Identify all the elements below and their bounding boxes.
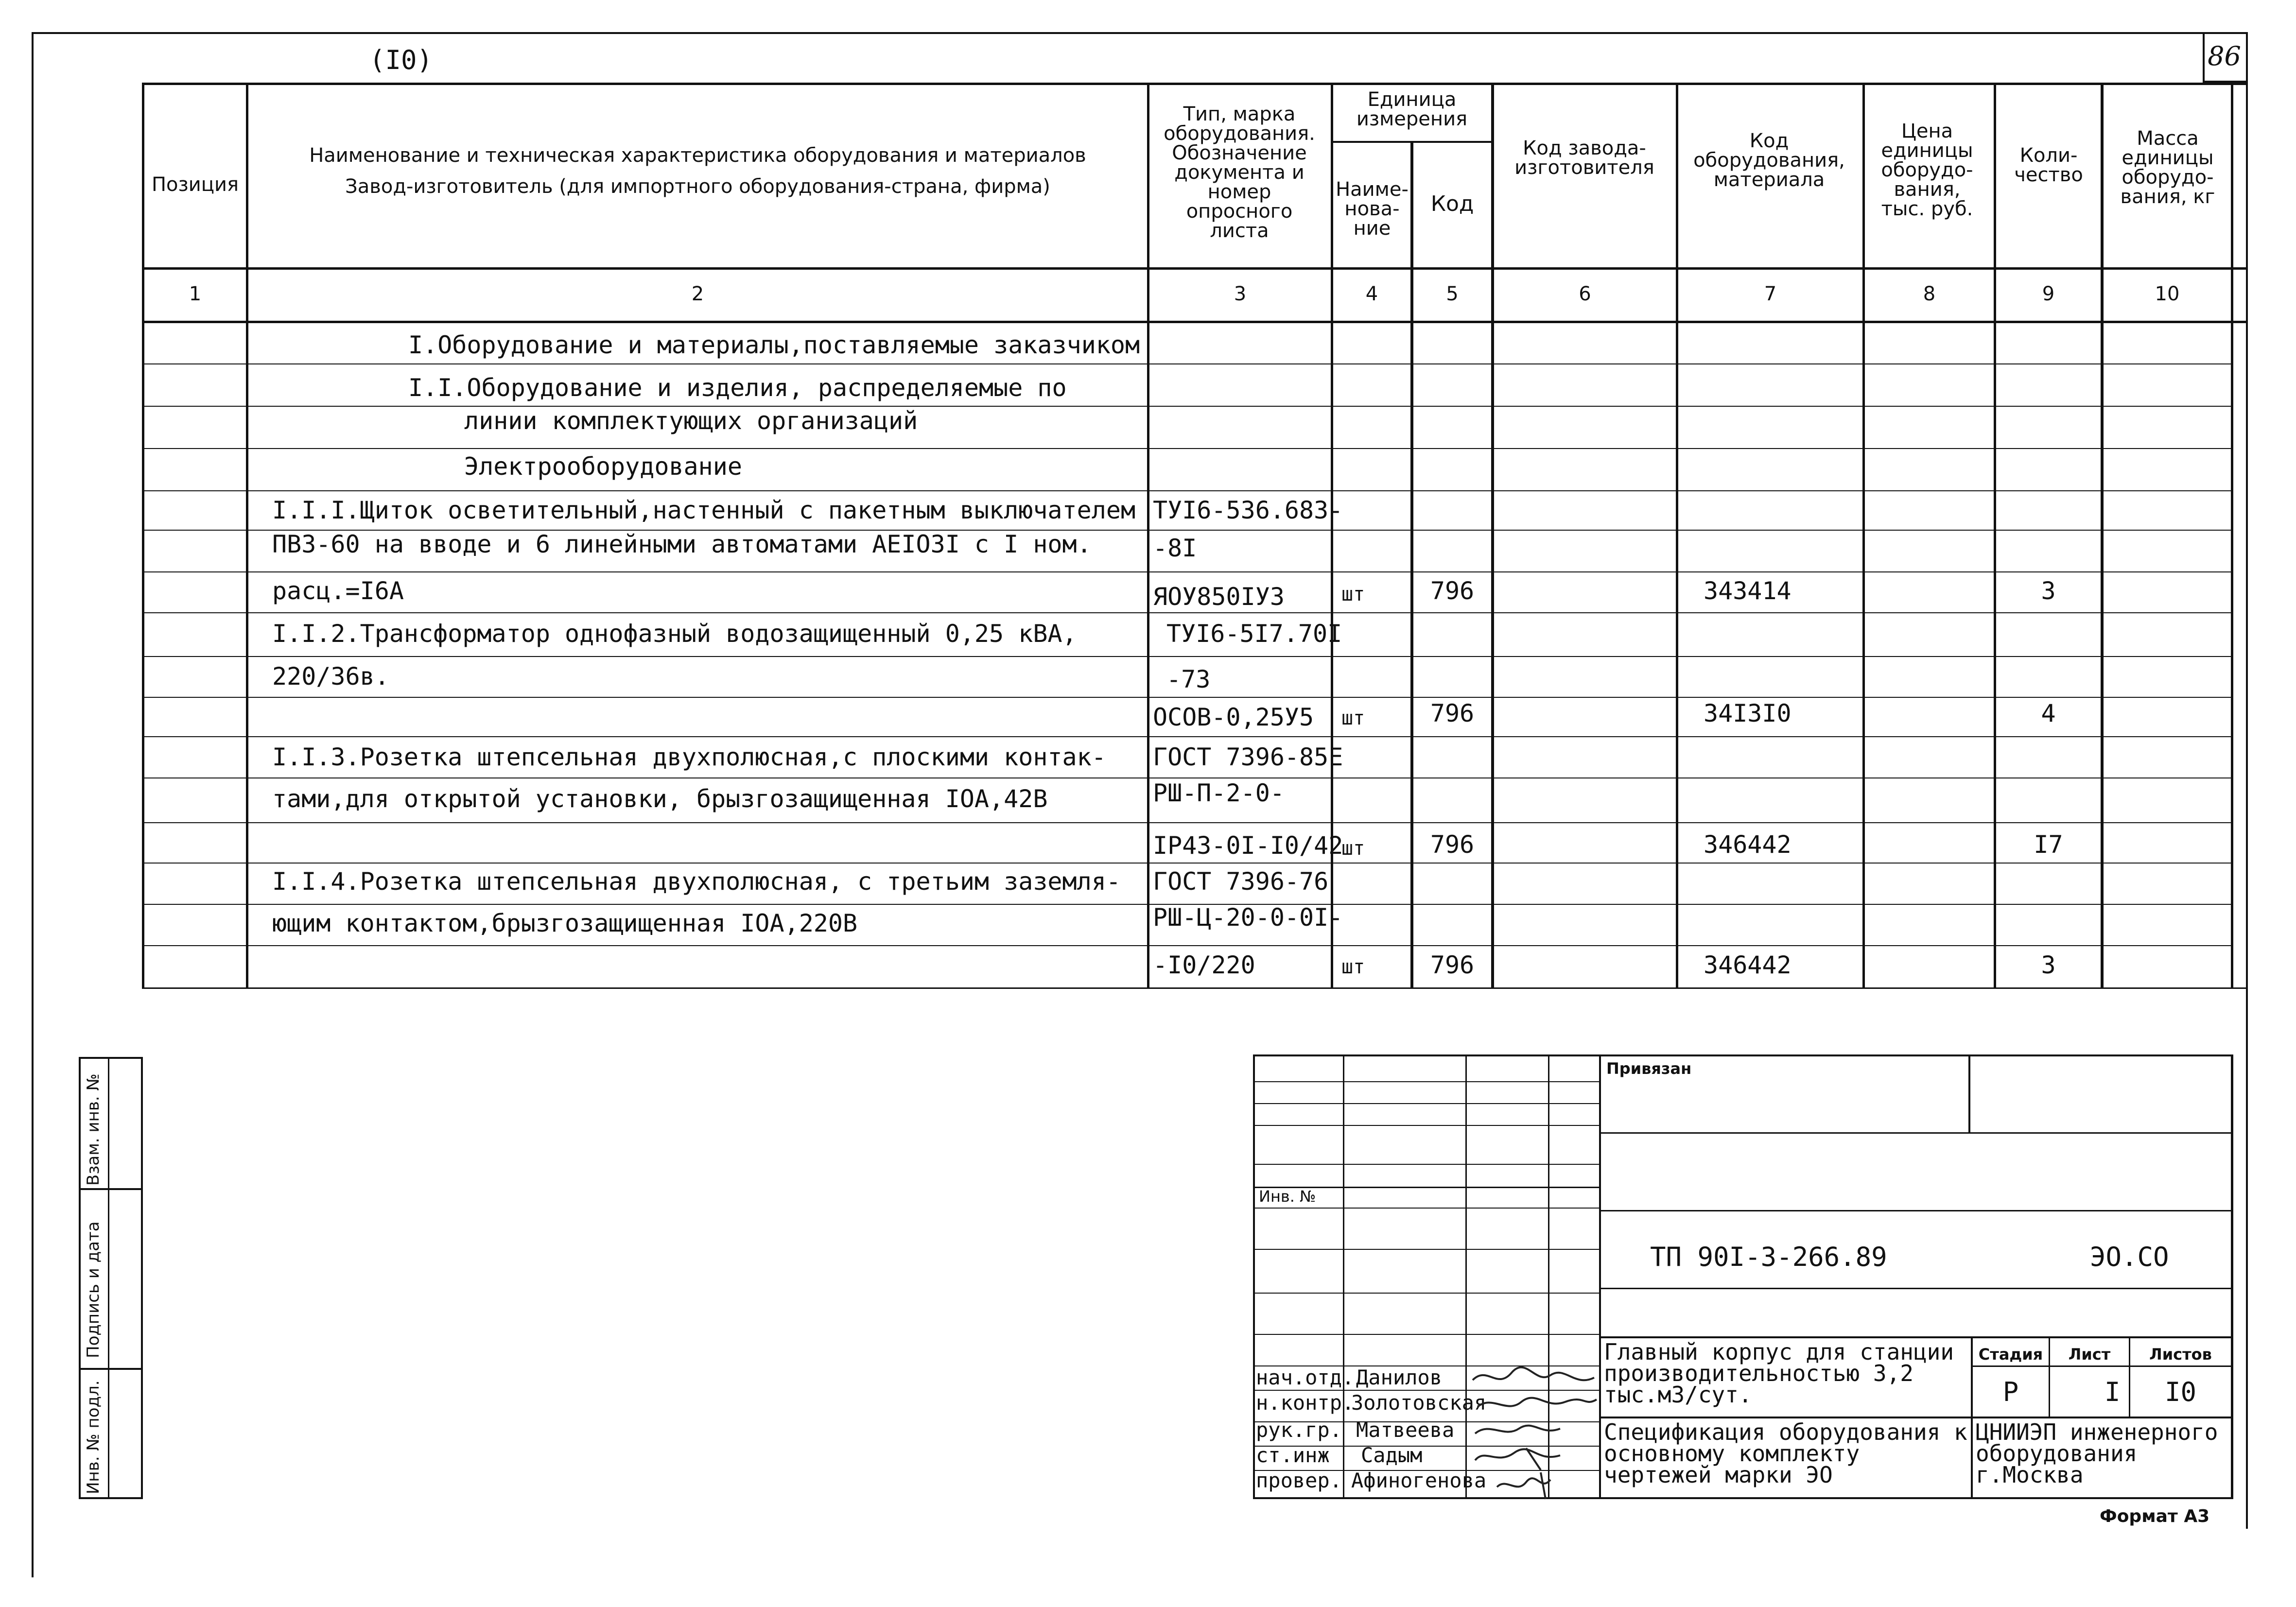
signer-role: нач.отд. — [1256, 1365, 1355, 1389]
stamp-sig-row — [1253, 1125, 1599, 1126]
stamp-stage-label: Стадия — [1978, 1345, 2043, 1364]
row-line — [142, 736, 2232, 737]
row-code: 796 — [1430, 951, 1475, 979]
side-label-inv-podl: Инв. № подл. — [84, 1380, 103, 1494]
row-qty: 3 — [2041, 577, 2056, 605]
colnum-8: 8 — [1923, 283, 1936, 305]
header-factory-code: Код завода-изготовителя — [1514, 137, 1654, 179]
row-name: ющим контактом,брызгозащищенная IОА,220В — [272, 909, 858, 937]
row-name: I.I.Оборудование и изделия, распределяемые по — [408, 374, 1067, 402]
stamp-sig-row — [1253, 1081, 1599, 1082]
row-type: ОСОВ-0,25У5 — [1153, 703, 1314, 731]
header-unit-name: Наиме-нова-ние — [1336, 178, 1409, 240]
stamp-privyazan-divider — [1968, 1054, 1970, 1132]
stamp-object-title: Главный корпус для станции производительностью 3,2 тыс.м3/сут. — [1604, 1339, 1954, 1408]
row-equip-code: 343414 — [1704, 577, 1792, 605]
table-header-bottom-line — [142, 267, 2246, 270]
stamp-sig-row — [1253, 1208, 1599, 1209]
frame-right — [2246, 32, 2248, 1529]
colnum-3: 3 — [1234, 283, 1247, 305]
col-line-6 — [1676, 83, 1678, 989]
stamp-sheets-label: Листов — [2149, 1345, 2212, 1364]
row-equip-code: 34I3I0 — [1704, 699, 1792, 727]
frame-left — [32, 32, 34, 1577]
row-line — [142, 697, 2232, 698]
stamp-row — [1599, 1417, 2233, 1418]
stamp-sheet-label: Лист — [2068, 1345, 2111, 1364]
row-type: -73 — [1166, 665, 1211, 693]
row-unit: шт — [1341, 583, 1365, 605]
signatures-image — [1468, 1361, 1604, 1502]
row-name: 220/36в. — [272, 662, 389, 691]
row-qty: 3 — [2041, 951, 2056, 979]
stamp-sig-row — [1253, 1103, 1599, 1104]
col-line-4 — [1410, 141, 1413, 989]
row-name: ПВЗ-60 на вводе и 6 линейными автоматами АЕIО3I с I ном. — [272, 530, 1092, 558]
signer-name: Матвеева — [1356, 1418, 1455, 1442]
row-line — [142, 363, 2232, 364]
row-unit: шт — [1341, 956, 1365, 978]
row-equip-code: 346442 — [1704, 830, 1792, 859]
col-line-2 — [1147, 83, 1149, 989]
colnum-6: 6 — [1579, 283, 1591, 305]
stamp-doc-code: ТП 90I-3-266.89 — [1650, 1242, 1887, 1272]
signer-role: провер. — [1256, 1469, 1342, 1492]
stamp-row — [1599, 1132, 2233, 1134]
row-type: ТУI6-536.683- — [1153, 496, 1343, 524]
stamp-mark: ЭО.СО — [2090, 1242, 2169, 1272]
row-type: ТУI6-5I7.70I — [1166, 620, 1342, 648]
colnum-9: 9 — [2042, 283, 2055, 305]
row-line — [142, 612, 2232, 613]
page-label: (I0) — [369, 45, 433, 75]
col-line-7 — [1862, 83, 1865, 989]
row-line — [142, 490, 2232, 491]
row-name: I.I.I.Щиток осветительный,настенный с пакетным выключателем — [272, 496, 1136, 524]
signer-name: Золотовская — [1351, 1391, 1487, 1415]
signer-name: Садым — [1361, 1443, 1423, 1467]
stamp-sig-col — [1343, 1054, 1344, 1499]
row-type: IР43-0I-I0/42 — [1153, 831, 1343, 860]
row-code: 796 — [1430, 699, 1475, 727]
colnum-5: 5 — [1446, 283, 1459, 305]
col-line-1 — [246, 83, 248, 989]
row-qty: 4 — [2041, 699, 2056, 727]
stamp-sheet-value: I — [2105, 1377, 2121, 1407]
row-type: ГОСТ 7396-76 — [1153, 867, 1329, 896]
col-line-0 — [142, 83, 144, 989]
stamp-sig-row — [1253, 1334, 1599, 1335]
header-mass: Масса единицы оборудо-вания, кг — [2120, 127, 2215, 208]
stamp-row — [1599, 1288, 2233, 1289]
colnum-10: 10 — [2155, 283, 2180, 305]
header-unit-group: Единица измерения — [1356, 88, 1468, 130]
row-name: Электрооборудование — [464, 452, 742, 481]
stamp-privyazan-label: Привязан — [1606, 1059, 1692, 1078]
header-position: Позиция — [151, 173, 239, 196]
row-name: расц.=I6А — [272, 577, 404, 605]
row-unit: шт — [1341, 837, 1365, 860]
table-colnum-bottom-line — [142, 321, 2246, 323]
header-type: Тип, марка оборудования. Обозначение документа и номер опросного листа — [1164, 103, 1315, 242]
table-bottom-line — [142, 987, 2246, 989]
row-code: 796 — [1430, 577, 1475, 605]
row-unit: шт — [1341, 707, 1365, 729]
stamp-inv-no-label: Инв. № — [1259, 1187, 1316, 1206]
header-equip-code: Код оборудования, материала — [1693, 130, 1845, 191]
row-name: тами,для открытой установки, брызгозащищенная IОА,42В — [272, 785, 1048, 813]
table-top-line — [142, 83, 2246, 85]
row-type: РШ-П-2-0- — [1153, 779, 1285, 807]
row-name: I.I.2.Трансформатор однофазный водозащищенный 0,25 кВА, — [272, 620, 1077, 648]
header-name-line1: Наименование и техническая характеристика оборудования и материалов — [309, 144, 1086, 167]
stamp-sheets-value: I0 — [2164, 1377, 2197, 1407]
row-line — [142, 822, 2232, 823]
row-type: РШ-Ц-20-0-0I- — [1153, 903, 1343, 932]
stamp-sig-col — [1465, 1054, 1467, 1499]
colnum-1: 1 — [189, 283, 202, 305]
sheet-number: 86 — [2208, 41, 2241, 71]
side-label-podpis-data: Подпись и дата — [84, 1221, 103, 1358]
row-line — [142, 571, 2232, 572]
colnum-2: 2 — [691, 283, 704, 305]
header-name-line2: Завод-изготовитель (для импортного оборудования-страна, фирма) — [345, 175, 1050, 198]
side-strip-divider-h — [79, 1188, 143, 1190]
row-line — [142, 448, 2232, 449]
stamp-sheet-title: Спецификация оборудования к основному комплекту чертежей марки ЭО — [1604, 1419, 1967, 1488]
row-qty: I7 — [2034, 830, 2063, 859]
signer-name: Афиногенова — [1351, 1469, 1487, 1492]
row-type: ГОСТ 7396-85Е — [1153, 743, 1343, 771]
col-line-9 — [2101, 83, 2104, 989]
header-price: Цена единицы оборудо-вания, тыс. руб. — [1881, 120, 1973, 220]
header-unit-code: Код — [1430, 191, 1474, 216]
row-type: -I0/220 — [1153, 951, 1255, 979]
col-line-5 — [1491, 83, 1494, 989]
stamp-sig-row — [1253, 1293, 1599, 1294]
header-qty: Коли-чество — [2014, 144, 2083, 186]
row-code: 796 — [1430, 830, 1475, 859]
stamp-row — [1599, 1210, 2233, 1211]
stamp-sig-row — [1253, 1164, 1599, 1165]
row-type: -8I — [1153, 534, 1197, 562]
col-line-10 — [2231, 83, 2233, 989]
signer-role: н.контр. — [1256, 1391, 1355, 1415]
signer-name: Данилов — [1356, 1365, 1443, 1389]
row-equip-code: 346442 — [1704, 951, 1792, 979]
row-type: ЯОУ850IУ3 — [1153, 583, 1285, 611]
colnum-7: 7 — [1764, 283, 1777, 305]
row-name: I.Оборудование и материалы,поставляемые заказчиком — [408, 331, 1140, 359]
row-line — [142, 863, 2232, 864]
stamp-organization: ЦНИИЭП инженерного оборудования г.Москва — [1976, 1419, 2218, 1488]
stamp-stage-value: Р — [2002, 1377, 2019, 1407]
side-strip-divider-h — [79, 1368, 143, 1370]
row-name: I.I.4.Розетка штепсельная двухполюсная, с третьим заземля- — [272, 867, 1121, 896]
side-label-zam-inv: Взам. инв. № — [84, 1073, 103, 1186]
stamp-sig-row — [1253, 1249, 1599, 1250]
colnum-4: 4 — [1365, 283, 1378, 305]
side-strip-divider-v — [108, 1057, 109, 1499]
signer-role: рук.гр. — [1256, 1418, 1342, 1442]
stamp-row — [1599, 1336, 2233, 1338]
signer-role: ст.инж — [1256, 1443, 1330, 1467]
row-name: I.I.3.Розетка штепсельная двухполюсная,с плоскими контак- — [272, 743, 1106, 771]
row-line — [142, 406, 2232, 407]
format-label: Формат А3 — [2100, 1506, 2210, 1526]
frame-top — [32, 32, 2248, 34]
stamp-row — [1971, 1365, 2233, 1367]
row-line — [142, 656, 2232, 657]
row-name: линии комплектующих организаций — [464, 407, 918, 435]
row-line — [142, 945, 2232, 946]
